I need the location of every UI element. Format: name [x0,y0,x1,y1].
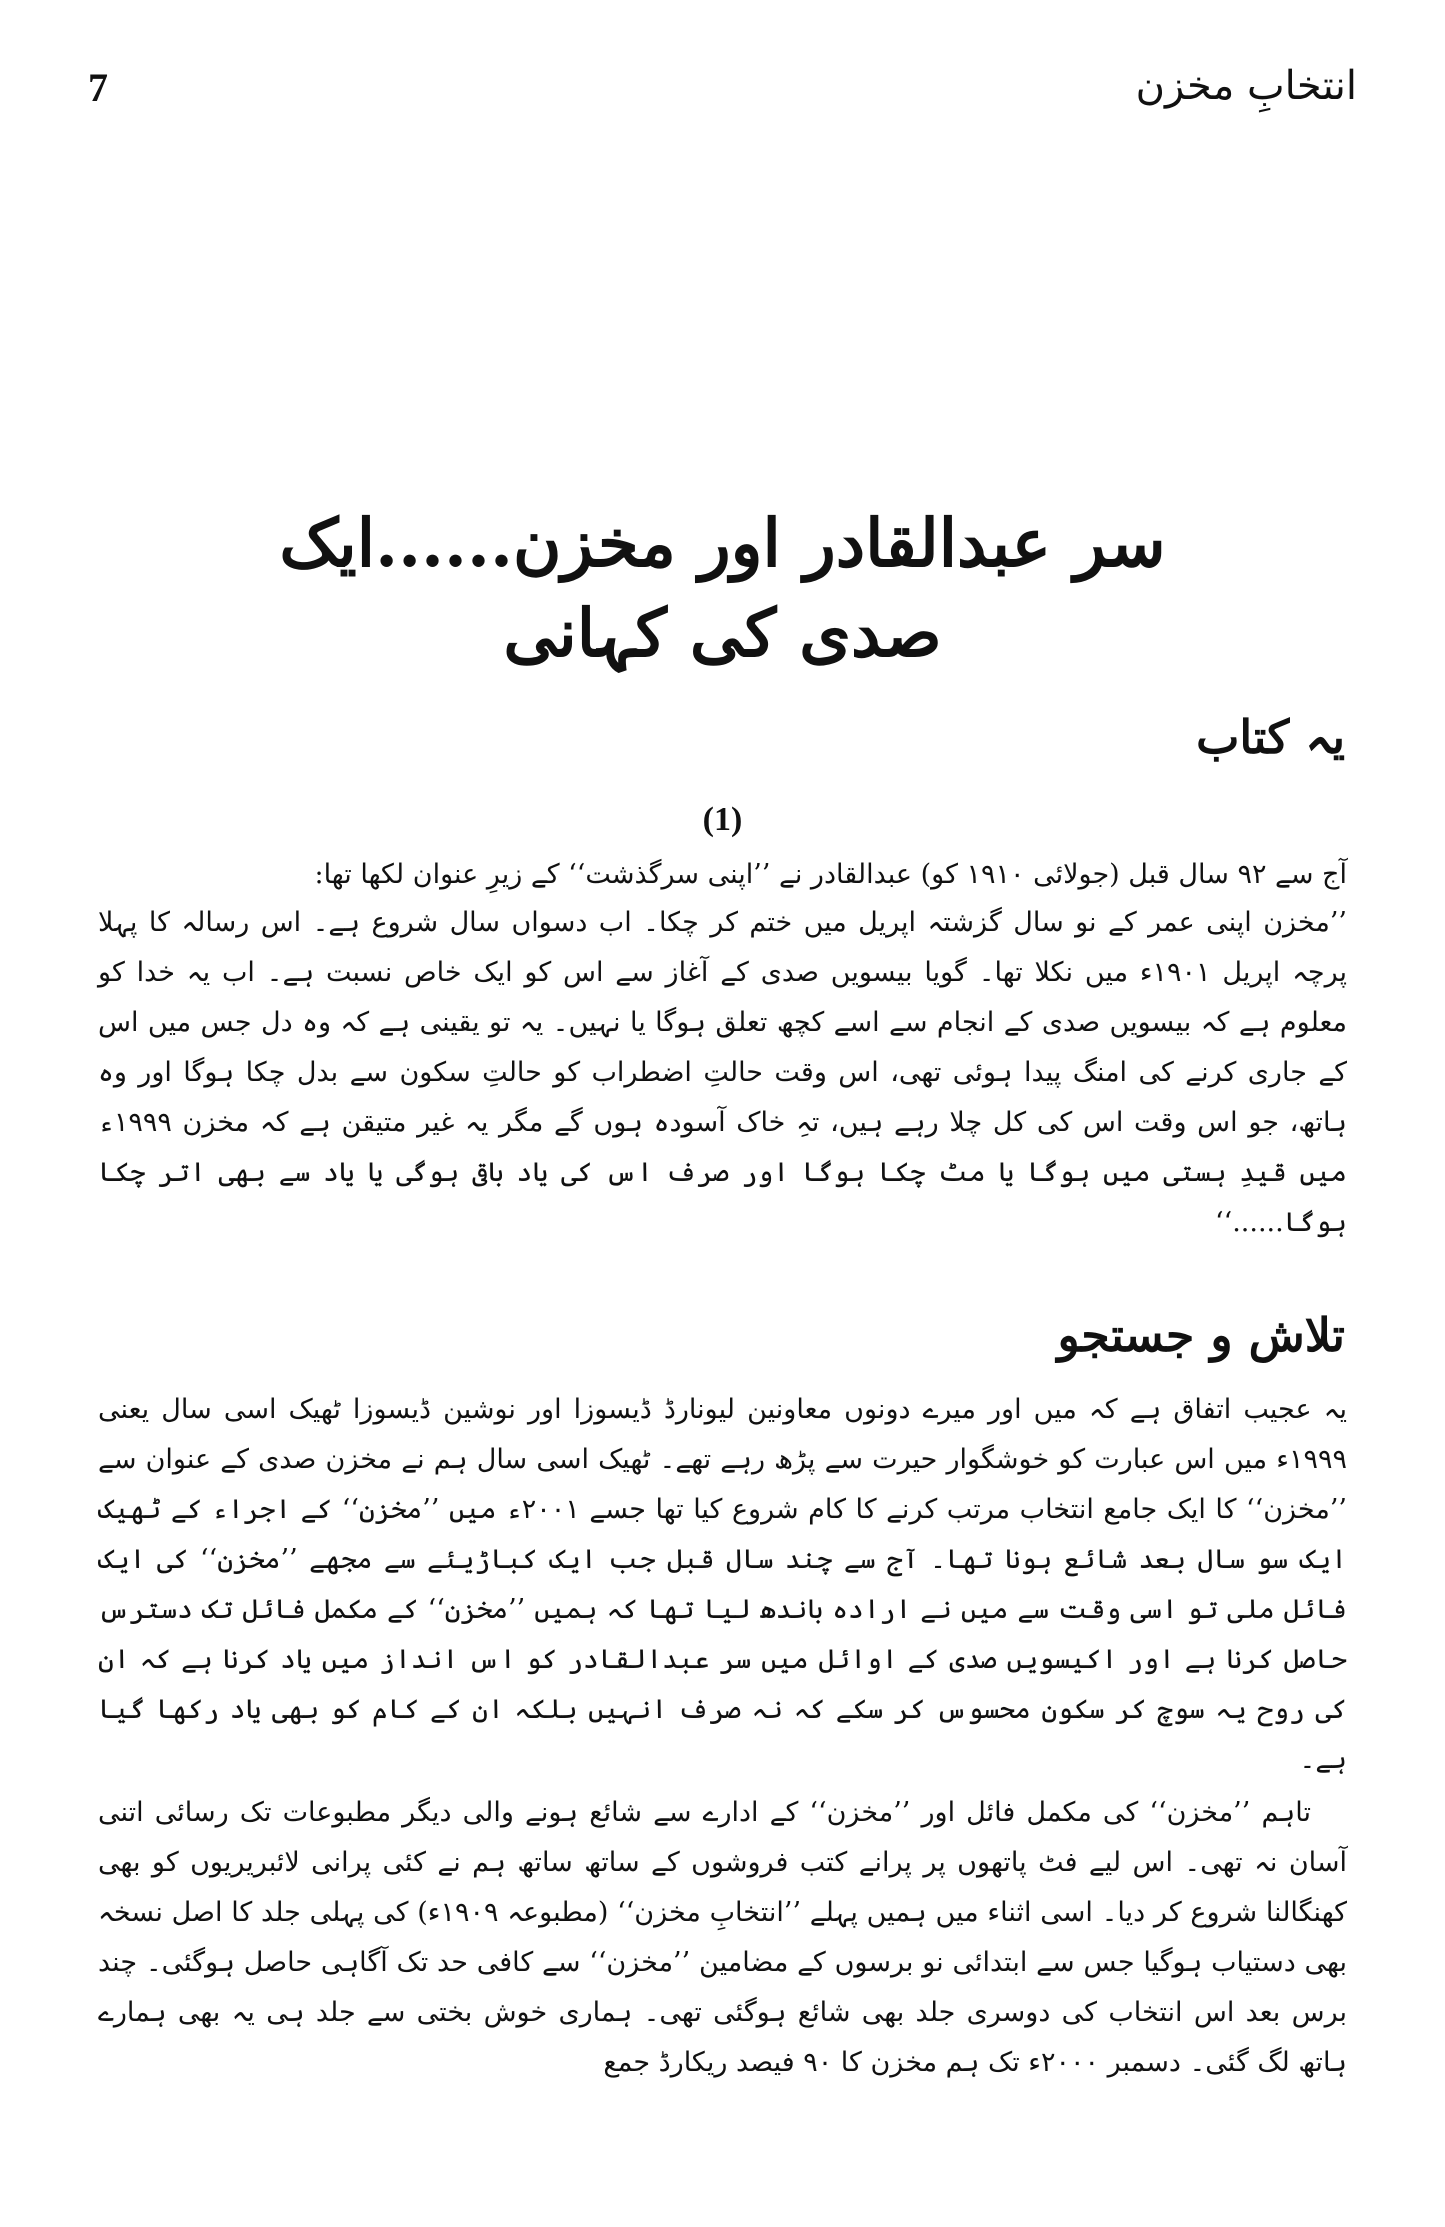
quote-text: ’’مخزن اپنی عمر کے نو سال گزشتہ اپریل میں ختم کر چکا۔ اب دسواں سال شروع ہے۔ اس رسالہ کا پہلا پرچہ اپریل ۱۹۰۱ء میں نکلا تھا۔ گویا بیسویں صدی کے آغاز سے اس کو ایک خاص نسبت ہے۔ اب یہ خدا کو معلوم ہے کہ بیسویں صدی کے انجام سے اسے کچھ تعلق ہوگا یا نہیں۔ یہ تو یقینی ہے کہ وہ دل جس میں اس کے جاری کرنے کی امنگ پیدا ہوئی تھی، اس وقت حالتِ اضطراب کو حالتِ سکون سے بدل چکا ہوگا اور وہ ہاتھ، جو اس وقت اس کی کل چلا رہے ہیں، تہِ خاک آسودہ ہوں گے مگر یہ غیر متیقن ہے کہ مخزن ۱۹۹۹ء میں قیدِ ہستی میں ہوگا یا مٹ چکا ہوگا اور صرف اس کی یاد باقی ہوگی یا یاد سے بھی اتر چکا ہوگا......‘‘ [98,907,1347,1238]
intro-line [98,852,1347,898]
intro-text: آج سے ۹۲ سال قبل (جولائی ۱۹۱۰ کو) عبدالقادر نے ’’اپنی سرگذشت‘‘ کے زیرِ عنوان لکھا تھا: [314,859,1347,890]
paragraph-text: یہ عجیب اتفاق ہے کہ میں اور میرے دونوں معاونین لیونارڈ ڈیسوزا اور نوشین ڈیسوزا ٹھیک اسی سال یعنی ۱۹۹۹ء میں اس عبارت کو خوشگوار حیرت سے پڑھ رہے تھے۔ ٹھیک اسی سال ہم نے مخزن صدی کے عنوان سے ’’مخزن‘‘ کا ایک جامع انتخاب مرتب کرنے کا کام شروع کیا تھا جسے ۲۰۰۱ء میں ’’مخزن‘‘ کے اجراء کے ٹھیک ایک سو سال بعد شائع ہونا تھا۔ آج سے چند سال قبل جب ایک کباڑیئے سے مجھے ’’مخزن‘‘ کی ایک فائل ملی تو اسی وقت سے میں نے ارادہ باندھ لیا تھا کہ ہمیں ’’مخزن‘‘ کے مکمل فائل تک دسترس حاصل کرنا ہے اور اکیسویں صدی کے اوائل میں سر عبدالقادر کو اس انداز میں یاد کرنا ہے کہ ان کی روح یہ سوچ کر سکون محسوس کر سکے کہ نہ صرف انہیں بلکہ ان کے کام کو بھی یاد رکھا گیا ہے۔ [98,1394,1347,1775]
body-paragraph-1 [98,1385,1347,1785]
body-paragraph-2 [98,1788,1347,2088]
chapter-title: سر عبدالقادر اور مخزن......ایک صدی کی کہانی [279,504,1166,672]
section-heading-search: تلاش و جستجو [1057,1308,1345,1362]
paragraph-text: تاہم ’’مخزن‘‘ کی مکمل فائل اور ’’مخزن‘‘ کے ادارے سے شائع ہونے والی دیگر مطبوعات تک رسائی اتنی آسان نہ تھی۔ اس لیے فٹ پاتھوں پر پرانے کتب فروشوں کے ساتھ ساتھ ہم نے کئی پرانی لائبریریوں کو بھی کھنگالنا شروع کر دیا۔ اسی اثناء میں ہمیں پہلے ’’انتخابِ مخزن‘‘ (مطبوعہ ۱۹۰۹ء) کی پہلی جلد کا اصل نسخہ بھی دستیاب ہوگیا جس سے ابتدائی نو برسوں کے مضامین ’’مخزن‘‘ سے کافی حد تک آگاہی حاصل ہوگئی۔ چند برس بعد اس انتخاب کی دوسری جلد بھی شائع ہوگئی تھی۔ ہماری خوش بختی سے جلد ہی یہ بھی ہمارے ہاتھ لگ گئی۔ دسمبر ۲۰۰۰ء تک ہم مخزن کا ۹۰ فیصد ریکارڈ جمع [98,1797,1348,2078]
running-header: انتخابِ مخزن [1135,63,1357,109]
block-quote [98,898,1347,1248]
subsection-number: (1) [702,801,743,838]
section-heading-this-book: یہ کتاب [1196,710,1345,764]
page-number: 7 [88,65,108,110]
